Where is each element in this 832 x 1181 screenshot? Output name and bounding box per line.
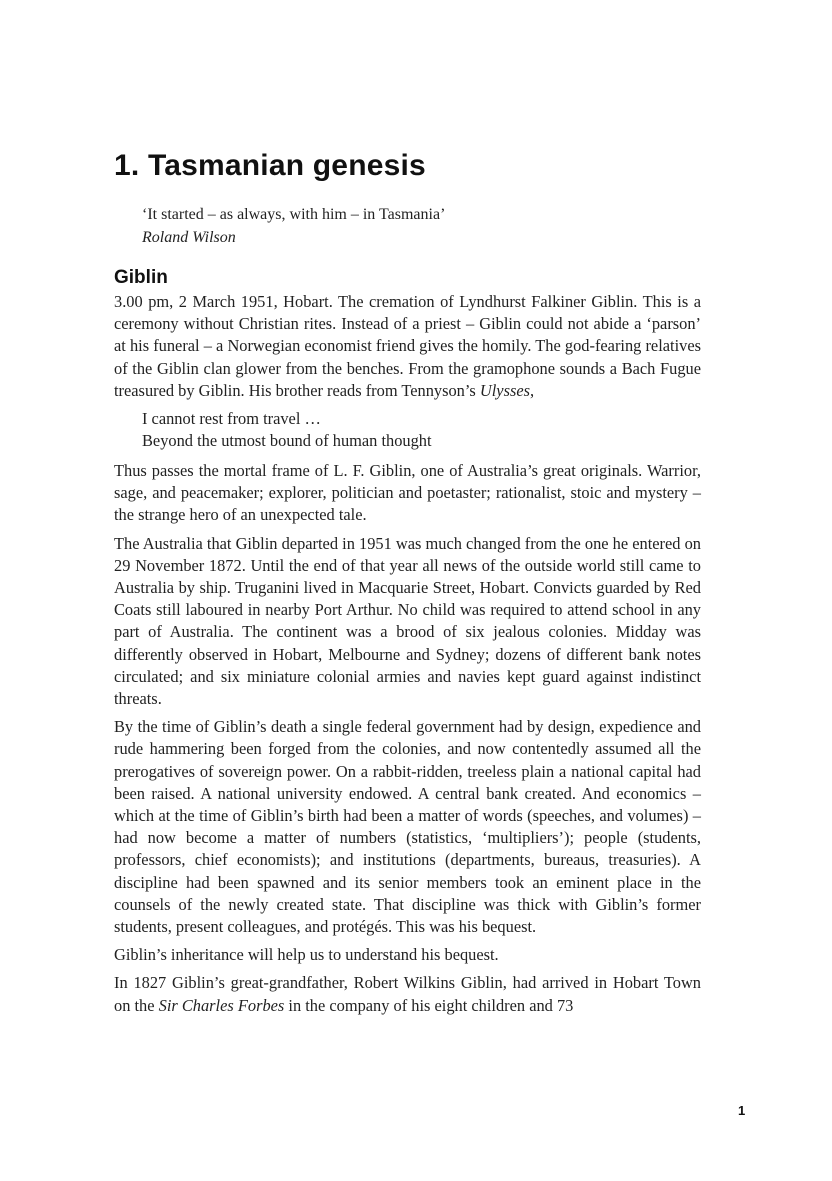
paragraph-5: Giblin’s inheritance will help us to understand his bequest. [114, 945, 499, 965]
epigraph-quote: ‘It started – as always, with him – in Tasmania’ [142, 206, 446, 223]
section-heading: Giblin [114, 267, 168, 288]
chapter-title: 1. Tasmanian genesis [114, 149, 426, 182]
verse-line: I cannot rest from travel … [142, 409, 321, 429]
paragraph-text: , [529, 380, 535, 400]
paragraph-text: In 1827 Giblin’s great-grandfather, Robert Wilkins Giblin, had arrived in Hobart Town on the [114, 973, 701, 1015]
paragraph-text: in the company of his eight children and 73 [284, 995, 574, 1015]
epigraph-attribution: Roland Wilson [142, 229, 236, 246]
ship-name-italic: Sir Charles Forbes [158, 995, 285, 1015]
paragraph-1 [114, 291, 701, 402]
paragraph-6 [114, 972, 701, 1016]
body-text [114, 291, 701, 1023]
paragraph-text: 3.00 pm, 2 March 1951, Hobart. The cremation of Lyndhurst Falkiner Giblin. This is a ceremony without Christian rites. Instead of a priest – Giblin could not abide a ‘parson’ at his funeral – a Norwegian economist friend gives the homily. The god-fearing relatives of the Giblin clan glower from the benches. From the gramophone sounds a Bach Fugue treasured by Giblin. His brother reads from Tennyson’s [114, 292, 701, 400]
page-number: 1 [738, 1103, 746, 1118]
paragraph-2: Thus passes the mortal frame of L. F. Giblin, one of Australia’s great originals. Warrior, sage, and peacemaker; explorer, politician and poetaster; rationalist, stoic and mystery – the strange hero of an unexpected tale. [114, 461, 701, 525]
work-title-italic: Ulysses [479, 380, 530, 400]
epigraph [142, 203, 445, 249]
verse-quote [142, 408, 701, 452]
paragraph-4: By the time of Giblin’s death a single federal government had by design, expedience and rude hammering been forged from the colonies, and now contentedly assumed all the prerogatives of sovereign power. On a rabbit-ridden, treeless plain a national capital had been raised. A national university endowed. A central bank created. And economics – which at the time of Giblin’s birth had been a matter of words (speeches, and volumes) – had now become a matter of numbers (statistics, ‘multipliers’); people (students, professors, chief economists); and institutions (departments, bureaus, treasuries). A discipline had been spawned and its senior members took an eminent place in the counsels of the newly created state. That discipline was thick with Giblin’s former students, present colleagues, and protégés. This was his bequest. [114, 717, 701, 937]
paragraph-3: The Australia that Giblin departed in 1951 was much changed from the one he entered on 29 November 1872. Until the end of that year all news of the outside world still came to Australia by ship. Truganini lived in Macquarie Street, Hobart. Convicts guarded by Red Coats still laboured in nearby Port Arthur. No child was required to attend school in any part of Australia. The continent was a brood of six jealous colonies. Midday was differently observed in Hobart, Melbourne and Sydney; dozens of different bank notes circulated; and six miniature colonial armies and navies kept guard against indistinct threats. [114, 533, 701, 709]
verse-line: Beyond the utmost bound of human thought [142, 431, 432, 451]
